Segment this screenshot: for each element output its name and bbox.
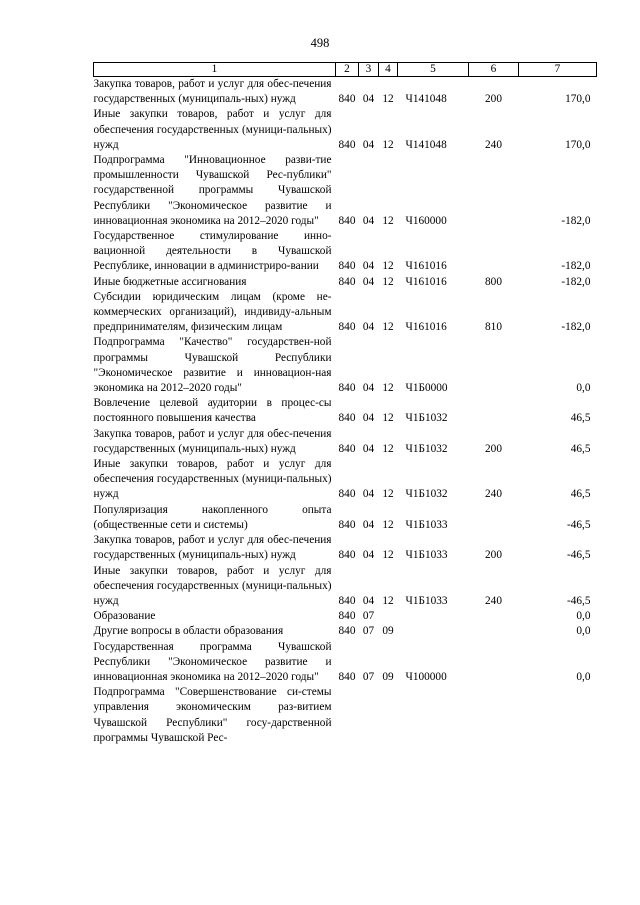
target-article-code-cell: Ч1Б1033 — [405, 518, 448, 531]
item-name-cell: Иные закупки товаров, работ и услуг для обеспечения государственных (муници-пальных) нужд — [93, 564, 332, 607]
section-code-cell: 04 — [362, 260, 375, 273]
ministry-code-cell: 840 — [338, 549, 356, 562]
target-article-code-cell: Ч1Б1033 — [405, 549, 448, 562]
column-header: 1 — [94, 63, 336, 77]
table-row — [94, 427, 597, 457]
table-row — [94, 153, 597, 229]
target-article-code-cell: Ч160000 — [405, 214, 447, 227]
expense-type-code-cell: 810 — [485, 321, 502, 334]
ministry-code-cell: 840 — [338, 518, 356, 531]
amount-cell: 170,0 — [565, 138, 591, 151]
amount-cell: 0,0 — [576, 670, 591, 683]
section-code-cell: 07 — [362, 625, 375, 638]
table-row — [94, 533, 597, 563]
item-name-cell: Подпрограмма "Совершенствование си-стемы управления экономическим раз-витием Чувашской Республики" госу-дарственной программы Чувашской Рес- — [93, 686, 332, 744]
ministry-code-cell — [336, 685, 359, 746]
amount-cell: -46,5 — [566, 594, 591, 607]
section-code-cell: 04 — [362, 549, 375, 562]
amount-cell: 46,5 — [570, 412, 591, 425]
ministry-code-cell: 840 — [338, 93, 356, 106]
subsection-code-cell: 09 — [382, 625, 394, 638]
expense-type-code-cell — [469, 396, 519, 426]
subsection-code-cell — [379, 685, 398, 746]
item-name-cell: Другие вопросы в области образования — [93, 625, 284, 638]
table-row — [94, 503, 597, 533]
ministry-code-cell: 840 — [338, 412, 356, 425]
expense-type-code-cell: 200 — [485, 93, 502, 106]
ministry-code-cell: 840 — [338, 488, 356, 501]
target-article-code-cell: Ч1Б1033 — [405, 594, 448, 607]
column-header: 2 — [336, 63, 359, 77]
subsection-code-cell: 12 — [382, 442, 394, 455]
item-name-cell: Подпрограмма "Качество" государствен-ной программы Чувашской Республики "Экономическое развитие и инновацион-ная экономика на 2012–2020 годы" — [93, 336, 332, 395]
amount-cell — [519, 685, 597, 746]
target-article-code-cell: Ч1Б1032 — [405, 442, 448, 455]
amount-cell: 0,0 — [576, 610, 591, 623]
section-code-cell: 04 — [362, 488, 375, 501]
target-article-code-cell — [398, 624, 469, 639]
section-code-cell: 04 — [362, 138, 375, 151]
item-name-cell: Субсидии юридическим лицам (кроме не-коммерческих организаций), индивиду-альным предпринимателям, физическим лицам — [93, 290, 332, 334]
target-article-code-cell: Ч161016 — [405, 260, 447, 273]
ministry-code-cell: 840 — [338, 214, 356, 227]
subsection-code-cell: 12 — [382, 260, 394, 273]
expense-type-code-cell: 200 — [485, 549, 502, 562]
item-name-cell: Государственная программа Чувашской Республики "Экономическое развитие и инновационная экономика на 2012–2020 годы" — [93, 640, 332, 683]
section-code-cell — [359, 685, 379, 746]
table-row — [94, 229, 597, 275]
subsection-code-cell: 12 — [382, 412, 394, 425]
target-article-code-cell: Ч1Б1032 — [405, 412, 448, 425]
amount-cell: 46,5 — [570, 442, 591, 455]
ministry-code-cell: 840 — [338, 260, 356, 273]
section-code-cell: 07 — [362, 670, 375, 683]
section-code-cell: 04 — [362, 518, 375, 531]
section-code-cell: 04 — [362, 93, 375, 106]
target-article-code-cell — [398, 685, 469, 746]
table-row — [94, 335, 597, 396]
table-row — [94, 77, 597, 108]
table-row — [94, 685, 597, 746]
column-header: 4 — [379, 63, 398, 77]
item-name-cell: Государственное стимулирование инно-вационной деятельности в Чувашской Республике, инновации в администриро-вании — [93, 230, 332, 273]
target-article-code-cell: Ч1Б1032 — [405, 488, 448, 501]
item-name-cell: Подпрограмма "Инновационное разви-тие промышленности Чувашской Рес-публики" государственной программы Чувашской Республики "Экономическое развитие и инновационная экономика на 2012–2020 годы" — [93, 154, 332, 227]
subsection-code-cell: 12 — [382, 488, 394, 501]
table-row — [94, 107, 597, 153]
table-row — [94, 624, 597, 639]
expense-type-code-cell: 200 — [485, 442, 502, 455]
amount-cell: -182,0 — [561, 275, 591, 288]
subsection-code-cell: 12 — [382, 382, 394, 395]
subsection-code-cell: 12 — [382, 518, 394, 531]
subsection-code-cell: 12 — [382, 321, 394, 334]
ministry-code-cell: 840 — [338, 594, 356, 607]
expense-type-code-cell: 800 — [485, 275, 502, 288]
table-row — [94, 457, 597, 503]
section-code-cell: 04 — [362, 214, 375, 227]
ministry-code-cell: 840 — [338, 442, 356, 455]
section-code-cell: 04 — [362, 442, 375, 455]
subsection-code-cell: 12 — [382, 594, 394, 607]
table-header-row — [94, 63, 597, 77]
ministry-code-cell: 840 — [338, 321, 356, 334]
item-name-cell: Вовлечение целевой аудитории в процес-сы постоянного повышения качества — [93, 397, 332, 425]
column-header: 7 — [519, 63, 597, 77]
table-row — [94, 396, 597, 426]
table-row — [94, 564, 597, 610]
amount-cell: -46,5 — [566, 518, 591, 531]
item-name-cell: Популяризация накопленного опыта (общественные сети и системы) — [93, 503, 332, 531]
ministry-code-cell: 840 — [338, 275, 356, 288]
target-article-code-cell: Ч141048 — [405, 93, 447, 106]
amount-cell: 0,0 — [576, 382, 591, 395]
subsection-code-cell: 12 — [382, 214, 394, 227]
expense-type-code-cell — [469, 685, 519, 746]
expense-type-code-cell — [469, 335, 519, 396]
target-article-code-cell: Ч1Б0000 — [405, 382, 448, 395]
amount-cell: 170,0 — [565, 93, 591, 106]
item-name-cell: Закупка товаров, работ и услуг для обес-печения государственных (муниципаль-ных) нужд — [93, 534, 332, 562]
amount-cell: 0,0 — [576, 625, 591, 638]
section-code-cell: 04 — [362, 412, 375, 425]
amount-cell: 46,5 — [570, 488, 591, 501]
table-row — [94, 290, 597, 336]
ministry-code-cell: 840 — [338, 138, 356, 151]
target-article-code-cell: Ч161016 — [405, 275, 447, 288]
section-code-cell: 04 — [362, 275, 375, 288]
section-code-cell: 04 — [362, 382, 375, 395]
expense-type-code-cell: 240 — [485, 594, 502, 607]
amount-cell: -46,5 — [566, 549, 591, 562]
expense-type-code-cell — [469, 609, 519, 624]
table-row — [94, 609, 597, 624]
target-article-code-cell: Ч100000 — [405, 670, 447, 683]
target-article-code-cell: Ч161016 — [405, 321, 447, 334]
expense-type-code-cell — [469, 624, 519, 639]
table-row — [94, 275, 597, 290]
ministry-code-cell: 840 — [338, 670, 356, 683]
column-header: 3 — [359, 63, 379, 77]
target-article-code-cell — [398, 609, 469, 624]
expense-type-code-cell — [469, 503, 519, 533]
column-header: 5 — [398, 63, 469, 77]
amount-cell: -182,0 — [561, 321, 591, 334]
section-code-cell: 07 — [362, 610, 375, 623]
expense-type-code-cell: 240 — [485, 138, 502, 151]
subsection-code-cell: 12 — [382, 275, 394, 288]
budget-table — [93, 62, 597, 746]
item-name-cell: Иные закупки товаров, работ и услуг для обеспечения государственных (муници-пальных) нужд — [93, 108, 332, 151]
subsection-code-cell: 12 — [382, 138, 394, 151]
subsection-code-cell: 09 — [382, 670, 394, 683]
item-name-cell: Закупка товаров, работ и услуг для обес-печения государственных (муниципаль-ных) нужд — [93, 78, 332, 106]
item-name-cell: Иные бюджетные ассигнования — [93, 275, 247, 288]
page-number: 498 — [310, 36, 330, 50]
expense-type-code-cell: 240 — [485, 488, 502, 501]
subsection-code-cell: 12 — [382, 549, 394, 562]
amount-cell: -182,0 — [561, 214, 591, 227]
ministry-code-cell: 840 — [338, 610, 356, 623]
target-article-code-cell: Ч141048 — [405, 138, 447, 151]
expense-type-code-cell — [469, 640, 519, 686]
subsection-code-cell — [379, 609, 398, 624]
subsection-code-cell: 12 — [382, 93, 394, 106]
ministry-code-cell: 840 — [338, 382, 356, 395]
table-row — [94, 640, 597, 686]
item-name-cell: Образование — [93, 610, 156, 623]
section-code-cell: 04 — [362, 321, 375, 334]
amount-cell: -182,0 — [561, 260, 591, 273]
column-header: 6 — [469, 63, 519, 77]
item-name-cell: Иные закупки товаров, работ и услуг для обеспечения государственных (муници-пальных) нужд — [93, 458, 332, 501]
item-name-cell: Закупка товаров, работ и услуг для обес-печения государственных (муниципаль-ных) нужд — [93, 427, 332, 455]
expense-type-code-cell — [469, 153, 519, 229]
expense-type-code-cell — [469, 229, 519, 275]
section-code-cell: 04 — [362, 594, 375, 607]
ministry-code-cell: 840 — [338, 625, 356, 638]
